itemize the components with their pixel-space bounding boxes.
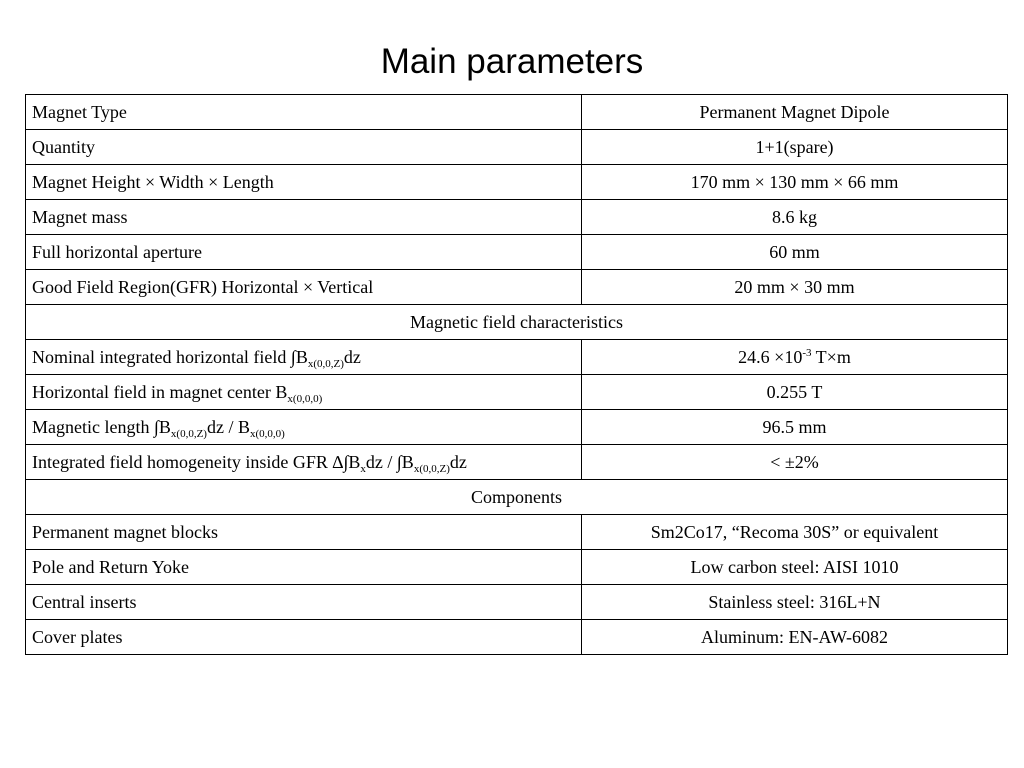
table-row-magnet-type: [26, 95, 1008, 130]
page-title: Main parameters: [380, 42, 644, 81]
row-value: Permanent Magnet Dipole: [582, 95, 1008, 130]
label-subscript: x(0,0,Z): [307, 358, 344, 370]
table-row-dimensions: [26, 165, 1008, 200]
label-subscript: x(0,0,Z): [170, 428, 207, 440]
row-label: [26, 445, 582, 480]
label-text: Horizontal field in magnet center B: [32, 382, 288, 402]
table-row-magnetic-length: [26, 410, 1008, 445]
label-mid: dz / ∫B: [365, 452, 414, 472]
row-value: 0.255 T: [582, 375, 1008, 410]
row-label: Pole and Return Yoke: [26, 550, 582, 585]
section-header-row: [26, 305, 1008, 340]
row-value: Aluminum: EN-AW-6082: [582, 620, 1008, 655]
row-label: Quantity: [26, 130, 582, 165]
table-row-gfr: [26, 270, 1008, 305]
label-tail: dz: [343, 347, 361, 367]
row-value: 1+1(spare): [582, 130, 1008, 165]
value-unit: T×m: [811, 347, 851, 367]
row-label: [26, 375, 582, 410]
row-value: Stainless steel: 316L+N: [582, 585, 1008, 620]
label-mid: dz / B: [206, 417, 250, 437]
value-exponent: -3: [802, 347, 812, 359]
row-label: [26, 410, 582, 445]
parameters-table: [25, 94, 1008, 655]
table-row-inserts: [26, 585, 1008, 620]
row-label: Good Field Region(GFR) Horizontal × Vertical: [26, 270, 582, 305]
row-label: Cover plates: [26, 620, 582, 655]
label-text: Nominal integrated horizontal field ∫B: [32, 347, 308, 367]
row-value: 60 mm: [582, 235, 1008, 270]
table-row-cover: [26, 620, 1008, 655]
table-row-center-field: [26, 375, 1008, 410]
row-value: 170 mm × 130 mm × 66 mm: [582, 165, 1008, 200]
table-row-yoke: [26, 550, 1008, 585]
row-value: < ±2%: [582, 445, 1008, 480]
table-row-quantity: [26, 130, 1008, 165]
label-subscript: x: [360, 463, 366, 475]
row-value: [582, 340, 1008, 375]
row-value: 96.5 mm: [582, 410, 1008, 445]
row-label: [26, 340, 582, 375]
label-subscript: x(0,0,Z): [413, 463, 450, 475]
row-label: Full horizontal aperture: [26, 235, 582, 270]
table-row-pm-blocks: [26, 515, 1008, 550]
table-row-homogeneity: [26, 445, 1008, 480]
table-row-aperture: [26, 235, 1008, 270]
label-subscript: x(0,0,0): [287, 393, 323, 405]
table-row-mass: [26, 200, 1008, 235]
label-tail: dz: [449, 452, 467, 472]
row-value: 20 mm × 30 mm: [582, 270, 1008, 305]
table-row-integrated-field: [26, 340, 1008, 375]
section-header-row: [26, 480, 1008, 515]
label-subscript: x(0,0,0): [249, 428, 285, 440]
section-components: Components: [26, 480, 1008, 515]
row-label: Magnet Type: [26, 95, 582, 130]
row-label: Central inserts: [26, 585, 582, 620]
label-text: Integrated field homogeneity inside GFR ∆∫B: [32, 452, 361, 472]
row-value: Low carbon steel: AISI 1010: [582, 550, 1008, 585]
value-main: 24.6 ×10: [738, 347, 803, 367]
section-magnetic-field: Magnetic field characteristics: [26, 305, 1008, 340]
row-value: 8.6 kg: [582, 200, 1008, 235]
row-label: Permanent magnet blocks: [26, 515, 582, 550]
row-value: Sm2Co17, “Recoma 30S” or equivalent: [582, 515, 1008, 550]
label-text: Magnetic length ∫B: [32, 417, 171, 437]
row-label: Magnet mass: [26, 200, 582, 235]
row-label: Magnet Height × Width × Length: [26, 165, 582, 200]
